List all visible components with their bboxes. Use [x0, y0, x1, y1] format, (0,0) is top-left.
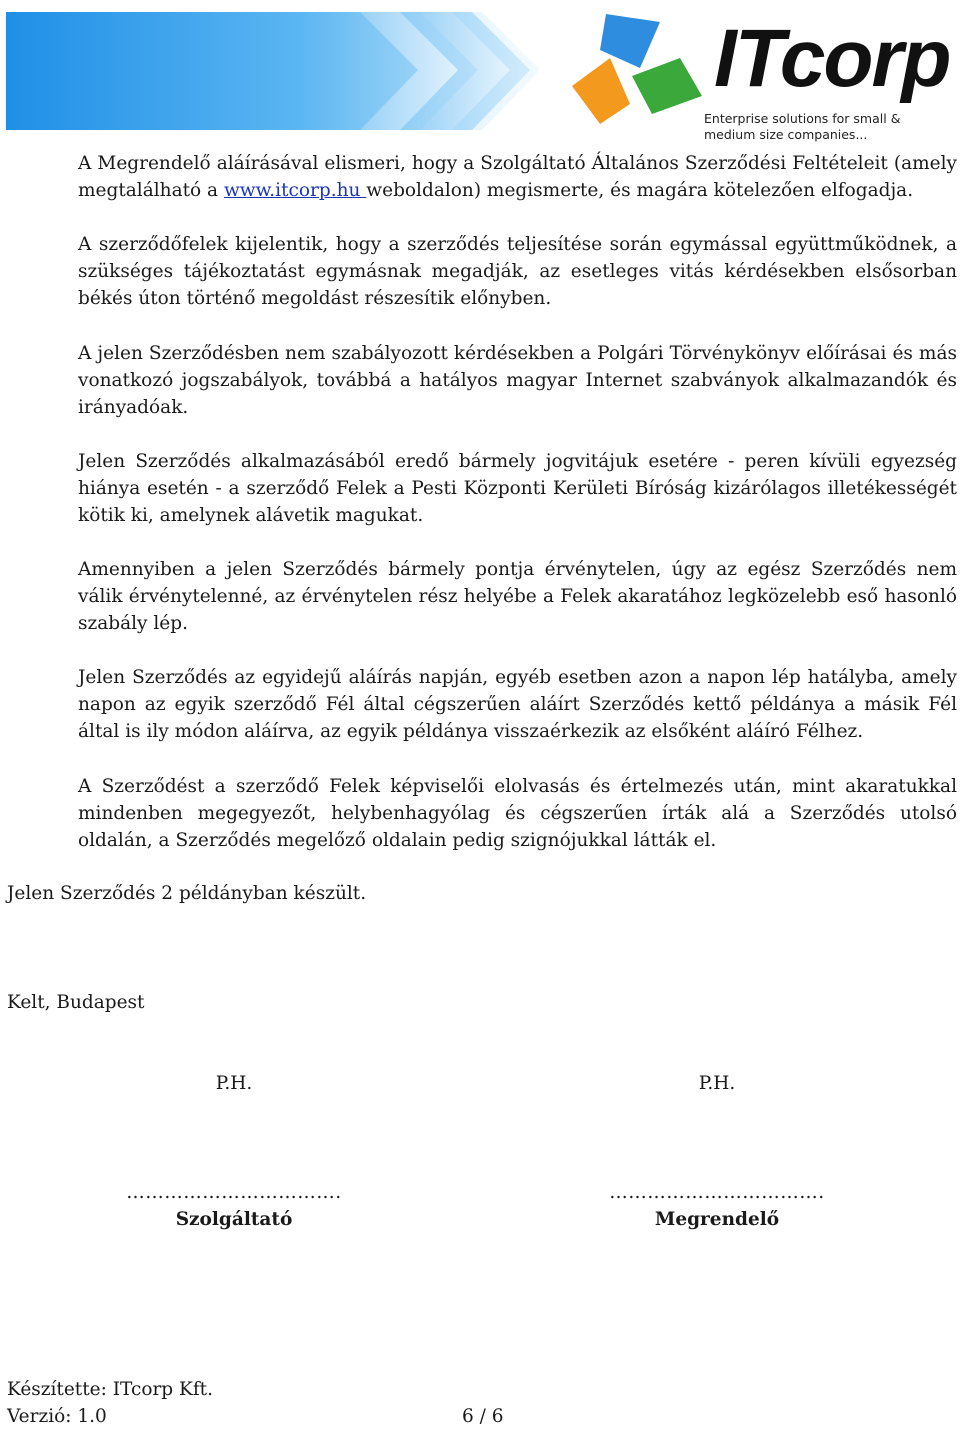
paragraph-effective-date: Jelen Szerződés az egyidejű aláírás napján, egyéb esetben azon a napon lép hatályba, amely napon az egyik szerződő Fél által cégszerűen aláírt Szerződés kettő példánya a másik Fél által is ily módon aláírva, az egyik példánya visszaérkezik az elsőként aláíró Félhez. — [78, 667, 957, 742]
signature-line-client — [597, 1179, 837, 1233]
signatory-role: Megrendelő — [654, 1209, 780, 1230]
paragraph-cooperation: A szerződőfelek kijelentik, hogy a szerződés teljesítése során egymással együttműködnek, a szükséges tájékoztatást egymásnak megadják, az esetleges vitás kérdésekben elsősorban békés úton történő megoldást részesítik előnyben. — [78, 234, 957, 309]
paragraph-applicable-law: A jelen Szerződésben nem szabályozott kérdésekben a Polgári Törvénykönyv előírásai és más vonatkozó jogszabályok, továbbá a hatályos magyar Internet szabványok alkalmazandók és irányadóak. — [78, 343, 957, 418]
paragraph-acceptance — [78, 150, 957, 204]
logo-tagline — [704, 111, 954, 143]
logo-mark-icon — [572, 14, 702, 124]
footer-version: Verzió: 1.0 — [7, 1406, 107, 1427]
signature-line-provider — [114, 1179, 354, 1233]
page-number: 6 / 6 — [462, 1406, 504, 1427]
logo-wordmark: ITcorp — [714, 13, 950, 104]
stamp-label: P.H. — [215, 1073, 253, 1094]
signature-block-client — [597, 1070, 837, 1097]
banner-stripe — [6, 12, 554, 130]
paragraph-jurisdiction: Jelen Szerződés alkalmazásából eredő bármely jogvitájuk esetére - peren kívüli egyezség hiánya esetén - a szerződő Felek a Pesti Központi Kerületi Bíróság kizárólagos illetékességét kötik ki, amelynek alávetik magukat. — [78, 451, 957, 526]
signatory-role: Szolgáltató — [175, 1209, 293, 1230]
paragraph-severability: Amennyiben a jelen Szerződés bármely pontja érvénytelen, úgy az egész Szerződés nem válik érvénytelenné, az érvénytelen rész helyébe a Felek akaratához legközelebb eső hasonló szabály lép. — [78, 559, 957, 634]
copies-statement: Jelen Szerződés 2 példányban készült. — [7, 883, 367, 904]
signature-dots: ……………………………. — [609, 1182, 825, 1203]
footer-author: Készítette: ITcorp Kft. — [7, 1379, 214, 1400]
paragraph-acceptance-text: A Megrendelő aláírásával elismeri, hogy a Szolgáltató Általános Szerződési Feltételeit (amely megtalálható a — [78, 153, 957, 201]
tagline-line-1: Enterprise solutions for small & — [704, 111, 901, 126]
paragraph-acceptance-tail: weboldalon) megismerte, és magára kötelezően elfogadja. — [366, 180, 914, 201]
stamp-label: P.H. — [698, 1073, 736, 1094]
paragraph-signing: A Szerződést a szerződő Felek képviselői elolvasás és értelmezés után, mint akaratukkal mindenben megegyezőt, helybenhagyólag és cégszerűen írták alá a Szerződés utolsó oldalán, a Szerződés megelőző oldalain pedig szignójukkal látták el. — [78, 776, 957, 851]
tagline-line-2: medium size companies... — [704, 127, 868, 142]
signature-dots: ……………………………. — [126, 1182, 342, 1203]
place-line: Kelt, Budapest — [7, 992, 145, 1013]
signature-block-provider — [114, 1070, 354, 1097]
website-link[interactable]: www.itcorp.hu — [223, 180, 367, 201]
